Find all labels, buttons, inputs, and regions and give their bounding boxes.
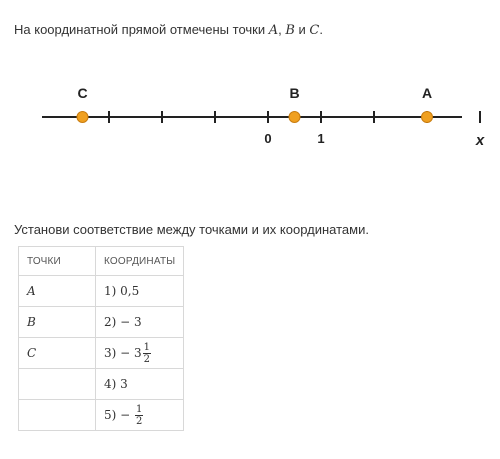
row-coordinate: [96, 276, 184, 307]
row-coordinate: [96, 400, 184, 431]
coord-number: 3): [104, 345, 117, 360]
intro-point-c: C: [309, 23, 320, 38]
task-text: Установи соответствие между точками и их координатами.: [14, 222, 369, 237]
header-coordinates: КООРДИНАТЫ: [96, 247, 184, 276]
coord-number: 2): [104, 315, 117, 329]
number-line: [0, 70, 500, 160]
row-coordinate: [96, 338, 184, 369]
tick-label: 1: [317, 131, 325, 146]
point-marker: [289, 112, 300, 123]
point-marker: [77, 112, 88, 123]
tick-label: 0: [264, 131, 272, 146]
row-coordinate: [96, 369, 184, 400]
intro-sep2: и: [294, 22, 310, 37]
matching-table: [18, 246, 184, 431]
fraction-numerator: 1: [136, 403, 143, 415]
table-row: [19, 338, 184, 369]
intro-suffix: .: [319, 22, 323, 37]
fraction: [135, 404, 143, 427]
table-row: [19, 307, 184, 338]
coord-value: 0,5: [120, 284, 140, 298]
row-point: [19, 369, 96, 400]
table-row: [19, 276, 184, 307]
fraction: [143, 342, 151, 365]
axis-label: x: [475, 132, 485, 149]
point-label: A: [421, 85, 433, 101]
header-points: ТОЧКИ: [19, 247, 96, 276]
coord-number: 4): [104, 377, 117, 391]
coord-value: − 3: [120, 315, 142, 329]
intro-point-a: A: [268, 23, 279, 38]
intro-text: [14, 22, 323, 38]
fraction-numerator: 1: [143, 341, 151, 353]
point-label: B: [289, 85, 300, 101]
row-point: A: [19, 276, 96, 307]
coord-value: −: [120, 407, 131, 422]
intro-sep1: ,: [278, 22, 286, 37]
fraction-denominator: 2: [136, 415, 143, 427]
fraction-denominator: 2: [143, 353, 151, 365]
coord-number: 1): [104, 284, 117, 298]
table-row: [19, 369, 184, 400]
point-label: C: [77, 85, 88, 101]
intro-point-b: B: [285, 23, 295, 38]
row-point: [19, 400, 96, 431]
row-point: B: [19, 307, 96, 338]
row-point: C: [19, 338, 96, 369]
table-header-row: [19, 247, 184, 276]
axis-layer: [42, 85, 485, 149]
row-coordinate: [96, 307, 184, 338]
coord-value: 3: [120, 377, 128, 391]
table-row: [19, 400, 184, 431]
point-marker: [422, 112, 433, 123]
intro-prefix: На координатной прямой отмечены точки: [14, 22, 269, 37]
coord-value: − 3: [120, 345, 142, 360]
coord-number: 5): [104, 407, 117, 422]
